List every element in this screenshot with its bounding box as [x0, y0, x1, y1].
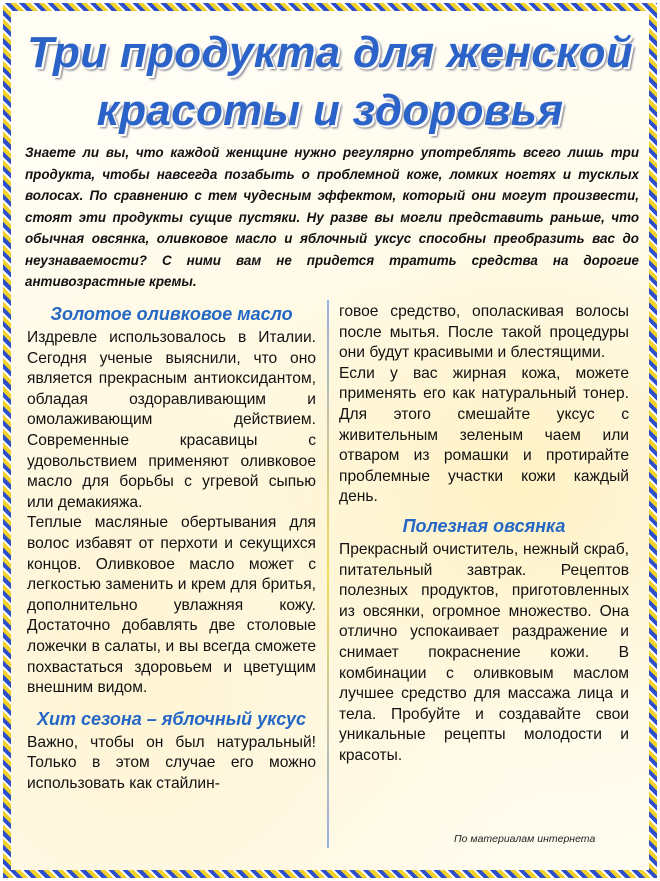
title-line-2: красоты и здоровья	[96, 86, 564, 135]
oatmeal-heading: Полезная овсянка	[402, 515, 566, 536]
intro-paragraph: Знаете ли вы, что каждой женщине нужно регулярно употреблять всего лишь три продукта, чтобы навсегда позабыть о проблемной коже, ломких ногтях и тусклых волосах. По сравнению с тем чудесным эффектом, который они могут произвести, стоят эти продукты сущие пустяки. Ну разве вы могли представить раньше, что обычная овсянка, оливковое масло и яблочный уксус способны преобразить вас до неузнаваемости? С ними вам не придется тратить средства на дорогие антивозрастные кремы.	[25, 145, 639, 289]
page-title	[0, 24, 660, 140]
vinegar-paragraph-2: Если у вас жирная кожа, можете применять его как натуральный тонер. Для этого смешайте уксус с живительным зеленым чаем или отваром из ромашки и протирайте проблемные участки кожи каждый день.	[339, 364, 629, 506]
olive-oil-paragraph-1: Издревле использовалось в Италии. Сегодня ученые выяснили, что оно является прекрасным антиоксидантом, обладая оздоравливающим и омолаживающим действием. Современные красавицы с удовольствием применяют оливковое масло для борьбы с угревой сыпью или демакияжа.	[27, 329, 316, 511]
vinegar-paragraph-1-end: говое средство, ополаскивая волосы после мытья. После такой процедуры они будут красивыми и блестящими.	[339, 303, 629, 362]
vinegar-paragraph-1-start: Важно, чтобы он был натуральный! Только в этом случае его можно использовать как стайлин-	[27, 733, 316, 792]
column-divider	[327, 300, 329, 848]
olive-oil-heading: Золотое оливковое масло	[50, 304, 293, 324]
title-line-1: Три продукта для женской	[26, 28, 634, 77]
left-column	[27, 300, 316, 794]
vinegar-heading: Хит сезона – яблочный уксус	[36, 708, 307, 729]
oatmeal-paragraph: Прекрасный очиститель, нежный скраб, питательный завтрак. Рецептов полезных продуктов, приготовленных из овсянки, огромное множество. Она отлично успокаивает раздражение и снимает покраснение кожи. В комбинации с оливковым маслом лучшее средство для массажа лица и тела. Пробуйте и создавайте свои уникальные рецепты молодости и красоты.	[339, 540, 629, 764]
source-credit: По материалам интернета	[454, 833, 596, 845]
right-column	[339, 302, 629, 766]
olive-oil-paragraph-2: Теплые масляные обертывания для волос избавят от перхоти и секущихся концов. Оливковое масло может с легкостью заменить и крем для бритья, дополнительно увлажняя кожу. Достаточно добавлять две столовые ложечки в салаты, и вы всегда сможете похвастаться здоровьем и цветущим внешним видом.	[27, 514, 316, 697]
